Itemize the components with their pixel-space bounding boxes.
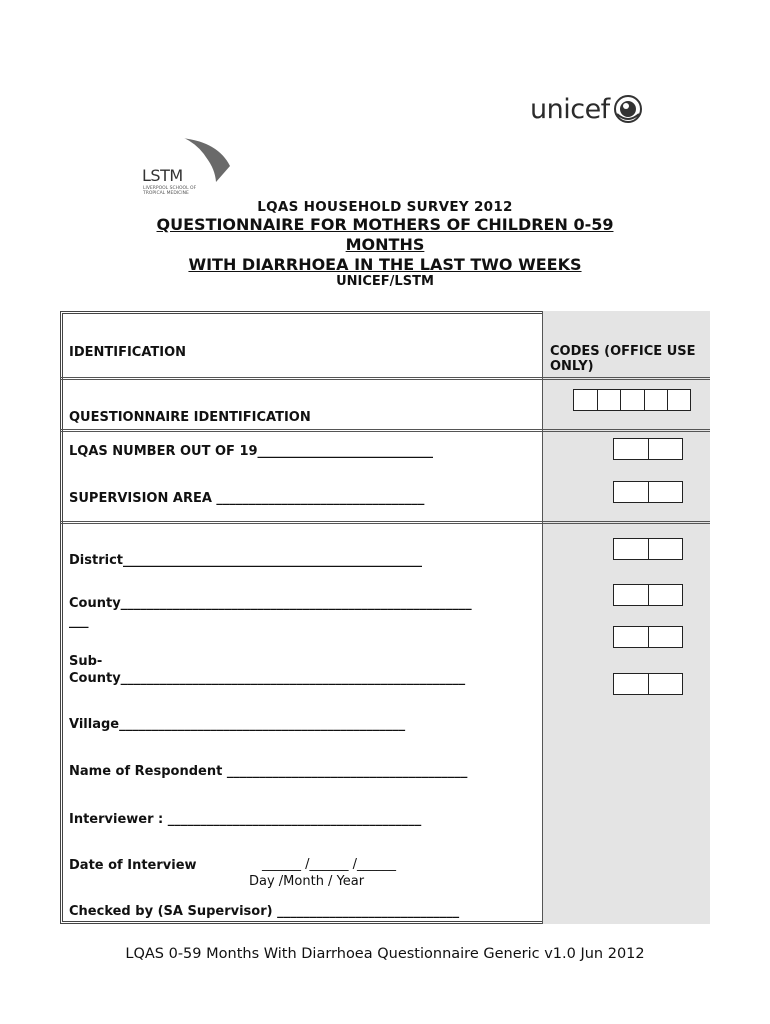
subcounty-field[interactable]: County_____________________________________________________ xyxy=(69,671,466,686)
identification-heading: IDENTIFICATION xyxy=(69,345,187,360)
subcounty-label: Sub- xyxy=(69,654,103,669)
supervision-area-code-box[interactable] xyxy=(613,481,683,503)
unicef-emblem-icon xyxy=(613,94,643,124)
title-line-2: MONTHS xyxy=(345,235,425,254)
district-field[interactable]: District______________________________________________ xyxy=(69,553,422,568)
document-footer: LQAS 0-59 Months With Diarrhoea Questionnaire Generic v1.0 Jun 2012 xyxy=(125,946,645,962)
respondent-name-field[interactable]: Name of Respondent _____________________________________ xyxy=(69,764,468,779)
organisation-label: UNICEF/LSTM xyxy=(336,274,434,289)
subcounty-code-box-2[interactable] xyxy=(613,673,683,695)
title-line-1: QUESTIONNAIRE FOR MOTHERS OF CHILDREN 0-59 xyxy=(156,215,614,234)
divider-location xyxy=(60,521,710,524)
supervision-area-field[interactable]: SUPERVISION AREA ________________________________ xyxy=(69,491,425,506)
date-format-hint: Day /Month / Year xyxy=(249,874,365,889)
lstm-logo xyxy=(140,136,240,198)
codes-heading: CODES (OFFICE USE ONLY) xyxy=(550,344,696,374)
lqas-number-field[interactable]: LQAS NUMBER OUT OF 19___________________________ xyxy=(69,444,434,459)
survey-title: LQAS HOUSEHOLD SURVEY 2012 xyxy=(257,199,513,215)
county-field-wrap: ___ xyxy=(69,614,89,629)
date-of-interview-label: Date of Interview xyxy=(69,858,197,873)
questionnaire-identification-label: QUESTIONNAIRE IDENTIFICATION xyxy=(69,410,311,425)
county-code-box[interactable] xyxy=(613,584,683,606)
subcounty-code-box-1[interactable] xyxy=(613,626,683,648)
lstm-sail-icon xyxy=(178,136,232,184)
lqas-number-code-box[interactable] xyxy=(613,438,683,460)
county-field[interactable]: County______________________________________________________ xyxy=(69,596,472,611)
unicef-logo xyxy=(530,92,643,126)
lstm-wordmark: LSTM xyxy=(142,166,183,185)
lstm-subtitle: LIVERPOOL SCHOOL OF TROPICAL MEDICINE xyxy=(143,186,197,196)
village-field[interactable]: Village____________________________________________ xyxy=(69,717,406,732)
checked-by-field[interactable]: Checked by (SA Supervisor) ____________________________ xyxy=(69,904,460,919)
title-line-3: WITH DIARRHOEA IN THE LAST TWO WEEKS xyxy=(188,255,582,274)
unicef-wordmark: unicef xyxy=(530,93,610,125)
date-of-interview-field[interactable]: ______ /______ /______ xyxy=(262,857,397,872)
district-code-box[interactable] xyxy=(613,538,683,560)
divider-questionnaire xyxy=(60,429,710,432)
questionnaire-title xyxy=(0,215,770,275)
divider-header xyxy=(60,377,710,380)
interviewer-field[interactable]: Interviewer : _______________________________________ xyxy=(69,812,422,827)
questionnaire-id-code-box[interactable] xyxy=(573,389,691,411)
